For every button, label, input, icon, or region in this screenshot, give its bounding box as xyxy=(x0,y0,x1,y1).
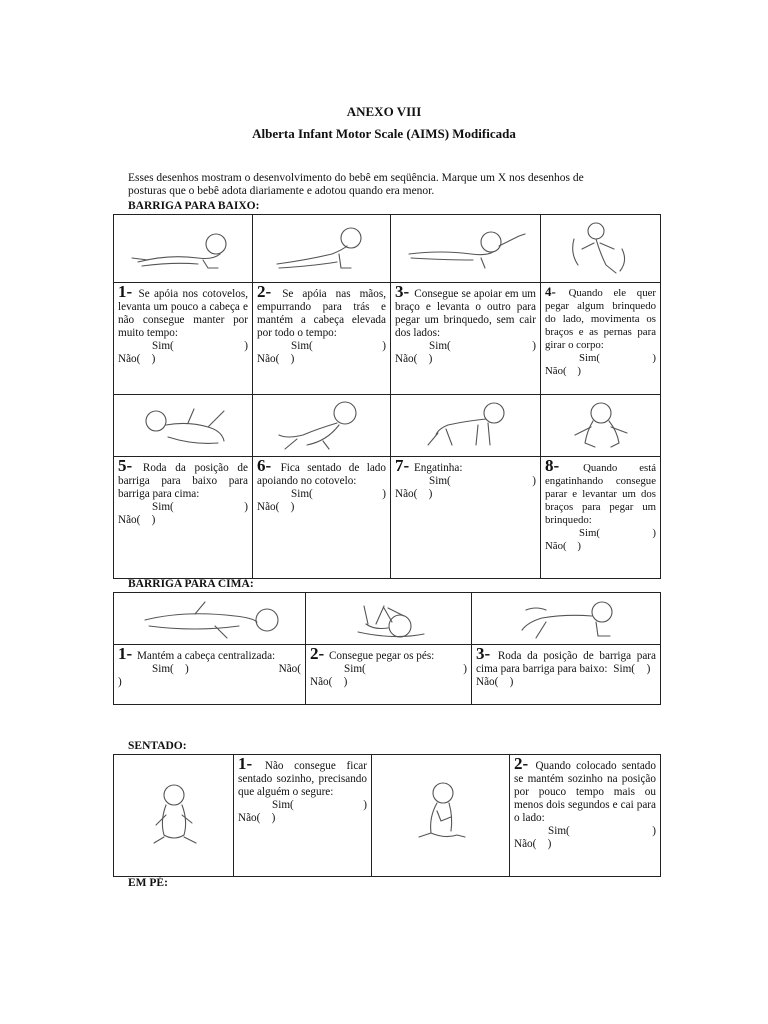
sitting-table xyxy=(113,754,661,877)
supine-2-image[interactable] xyxy=(306,593,472,645)
prone-3-sim-checkbox[interactable]: Sim( xyxy=(429,340,451,352)
annex-label: ANEXO VIII xyxy=(346,104,422,119)
baby-crawling-icon xyxy=(416,399,516,453)
prone-5-description: 5- Roda da posição de barriga para baixo para barriga para cima: Sim( ) Não( ) xyxy=(118,456,248,526)
prone-4-sim-checkbox[interactable]: Sim( xyxy=(579,352,600,364)
baby-supine-head-center-icon xyxy=(135,596,285,642)
prone-2-image[interactable] xyxy=(253,215,391,283)
supine-3-sim-checkbox[interactable]: Sim( ) xyxy=(613,663,651,675)
baby-prone-hands-icon xyxy=(267,224,377,274)
sitting-2-image[interactable] xyxy=(372,755,510,877)
supine-3-image[interactable] xyxy=(472,593,661,645)
prone-6-image[interactable] xyxy=(253,395,391,457)
prone-8-nao-checkbox[interactable]: Não( ) xyxy=(545,540,581,552)
prone-3-nao-checkbox[interactable]: Não( ) xyxy=(395,353,433,365)
section-heading-standing: EM PÉ: xyxy=(128,877,168,889)
prone-1-description: 1- Se apóia nos cotovelos, levanta um pouco a cabeça e não consegue manter por muito tempo: Sim( ) Não( ) xyxy=(118,282,248,365)
prone-4-image[interactable] xyxy=(541,215,661,283)
prone-8-sim-checkbox[interactable]: Sim( xyxy=(579,527,600,539)
baby-prone-reaching-icon xyxy=(401,224,531,274)
prone-5-nao-checkbox[interactable]: Não( ) xyxy=(118,514,156,526)
prone-2-description: 2- Se apóia nas mãos, empurrando para trás e mantém a cabeça elevada por todo o tempo: Sim( ) Não( ) xyxy=(257,282,387,365)
baby-pivoting-icon xyxy=(566,219,636,279)
supine-3-nao-checkbox[interactable]: Não( ) xyxy=(476,676,514,688)
intro-text: Esses desenhos mostram o desenvolvimento do bebê em seqüência. Marque um X nos desenhos de posturas que o bebê adota diariamente e adotou quando era menor. xyxy=(128,172,584,197)
prone-3-description: 3- Consegue se apoiar em um braço e levanta o outro para pegar um brinquedo, sem cair dos lados: Sim( ) Não( ) xyxy=(395,282,536,365)
prone-8-description: 8- Quando está engatinhando consegue parar e levantar um dos braços para pegar um brinquedo: Sim( ) Não( ) xyxy=(545,456,657,552)
baby-sitting-alone-icon xyxy=(411,781,471,851)
sitting-1-description: 1- Não consegue ficar sentado sozinho, precisando que alguém o segure: Sim( ) Não( ) xyxy=(238,754,367,824)
prone-1-image[interactable] xyxy=(114,215,253,283)
prone-2-sim-checkbox[interactable]: Sim( xyxy=(291,340,313,352)
supine-1-sim-checkbox[interactable]: Sim( ) xyxy=(152,663,189,675)
supine-1-nao-checkbox[interactable]: Não( xyxy=(278,663,301,675)
sitting-1-nao-checkbox[interactable]: Não( ) xyxy=(238,812,276,824)
supine-2-nao-checkbox[interactable]: Não( ) xyxy=(310,676,348,688)
sitting-2-description: 2- Quando colocado sentado se mantém sozinho na posição por pouco tempo mais ou menos dois segundos e cai para o lado: Sim( ) Não( ) xyxy=(514,754,656,850)
sitting-2-nao-checkbox[interactable]: Não( ) xyxy=(514,838,552,850)
prone-4-nao-checkbox[interactable]: Não( ) xyxy=(545,365,581,377)
prone-7-sim-checkbox[interactable]: Sim( xyxy=(429,475,451,487)
section-heading-prone: BARRIGA PARA BAIXO: xyxy=(128,200,260,212)
supine-1-image[interactable] xyxy=(114,593,306,645)
prone-3-image[interactable] xyxy=(391,215,541,283)
prone-4-description: 4- Quando ele quer pegar algum brinquedo do lado, movimenta os braços e as pernas para girar o corpo: Sim( ) Não( ) xyxy=(545,284,656,377)
prone-2-nao-checkbox[interactable]: Não( ) xyxy=(257,353,295,365)
prone-8-image[interactable] xyxy=(541,395,661,457)
page-title: Alberta Infant Motor Scale (AIMS) Modificada xyxy=(252,126,516,141)
supine-1-description: 1- Mantém a cabeça centralizada: Sim( ) Não( ) xyxy=(118,644,301,688)
prone-6-description: 6- Fica sentado de lado apoiando no cotovelo: Sim( ) Não( ) xyxy=(257,456,386,513)
prone-1-sim-checkbox[interactable]: Sim( xyxy=(152,340,174,352)
prone-7-nao-checkbox[interactable]: Não( ) xyxy=(395,488,433,500)
baby-crawl-reach-icon xyxy=(561,399,641,453)
prone-table xyxy=(113,214,661,579)
supine-2-description: 2- Consegue pegar os pés: Sim( ) Não( ) xyxy=(310,644,467,688)
section-heading-supine: BARRIGA PARA CIMA: xyxy=(128,578,254,590)
prone-7-image[interactable] xyxy=(391,395,541,457)
baby-supported-sitting-icon xyxy=(144,781,204,851)
prone-6-nao-checkbox[interactable]: Não( ) xyxy=(257,501,295,513)
baby-prone-elbows-icon xyxy=(128,224,238,274)
sitting-1-image[interactable] xyxy=(114,755,234,877)
baby-holding-feet-icon xyxy=(344,596,434,642)
supine-2-sim-checkbox[interactable]: Sim( xyxy=(344,663,366,675)
sitting-1-sim-checkbox[interactable]: Sim( xyxy=(272,799,294,811)
prone-5-image[interactable] xyxy=(114,395,253,457)
baby-rolling-icon xyxy=(128,401,238,451)
prone-1-nao-checkbox[interactable]: Não( ) xyxy=(118,353,156,365)
sitting-2-sim-checkbox[interactable]: Sim( xyxy=(548,825,570,837)
prone-6-sim-checkbox[interactable]: Sim( xyxy=(291,488,313,500)
supine-3-description: 3- Roda da posição de barriga para cima para barriga para baixo: Sim( ) Não( ) xyxy=(476,644,657,688)
prone-5-sim-checkbox[interactable]: Sim( xyxy=(152,501,174,513)
baby-side-sitting-icon xyxy=(267,399,377,453)
prone-7-description: 7- Engatinha: Sim( ) Não( ) xyxy=(395,456,536,500)
section-heading-sitting: SENTADO: xyxy=(128,740,187,752)
baby-rolling-over-icon xyxy=(506,596,626,642)
supine-table xyxy=(113,592,661,705)
